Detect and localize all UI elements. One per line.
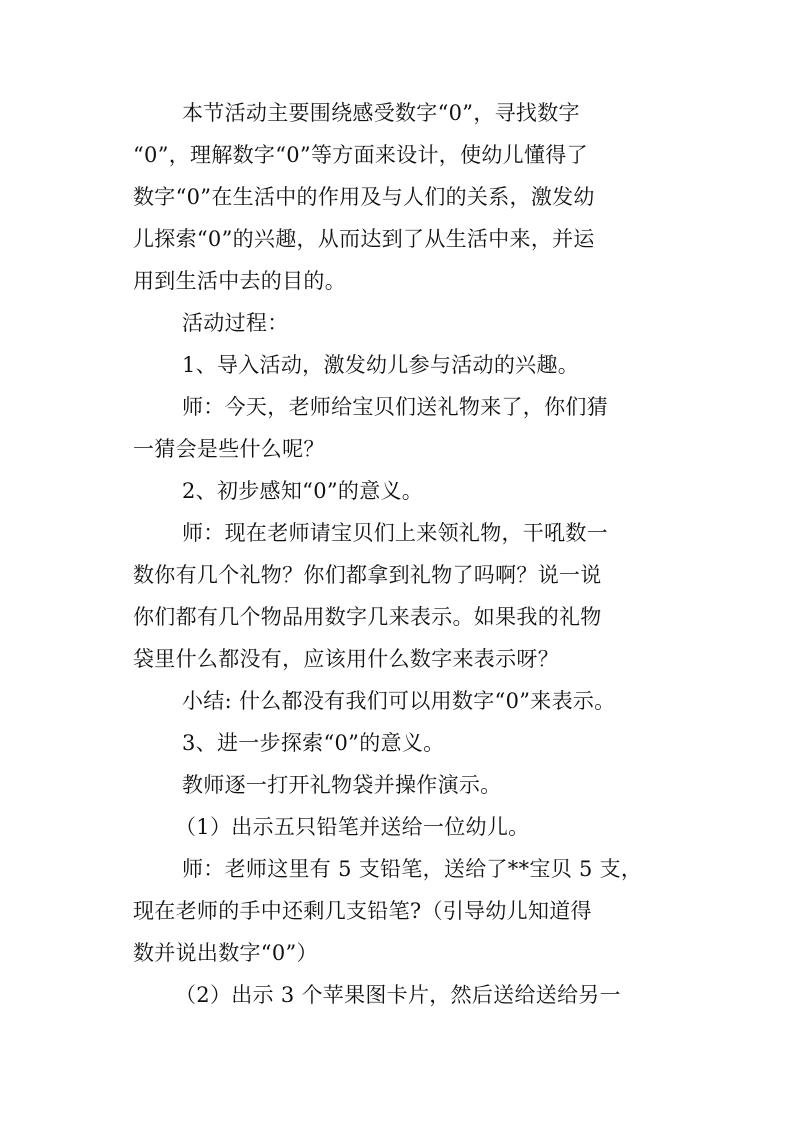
teacher-dialogue-line: 一猜会是些什么呢？ <box>133 437 325 461</box>
teacher-dialogue-line: 数并说出数字“0”） <box>133 941 318 965</box>
step-heading: 2、初步感知“0”的意义。 <box>182 479 424 503</box>
document-body <box>133 92 663 1016</box>
paragraph-line: 儿探索“0”的兴趣，从而达到了从生活中来，并运 <box>133 227 595 251</box>
paragraph-line: 本节活动主要围绕感受数字“0”，寻找数字 <box>182 101 580 125</box>
teacher-dialogue-line: 现在老师的手中还剩几支铅笔?（引导幼儿知道得 <box>133 899 592 923</box>
step-heading: 3、进一步探索“0”的意义。 <box>182 731 445 755</box>
teacher-dialogue-line: 师：老师这里有 5 支铅笔，送给了**宝贝 5 支， <box>182 857 643 881</box>
paragraph-line: “0”，理解数字“0”等方面来设计，使幼儿懂得了 <box>133 143 588 167</box>
step-heading: 1、导入活动，激发幼儿参与活动的兴趣。 <box>182 353 580 377</box>
paragraph-line: 教师逐一打开礼物袋并操作演示。 <box>182 773 502 797</box>
teacher-dialogue-line: 你们都有几个物品用数字几来表示。如果我的礼物 <box>133 605 602 629</box>
teacher-dialogue-line: 数你有几个礼物？你们都拿到礼物了吗啊？说一说 <box>133 563 602 587</box>
sub-step-line: （1）出示五只铅笔并送给一位幼儿。 <box>175 815 530 839</box>
paragraph-line: 数字“0”在生活中的作用及与人们的关系，激发幼 <box>133 185 595 209</box>
teacher-dialogue-line: 师：今天，老师给宝贝们送礼物来了，你们猜 <box>182 395 608 419</box>
paragraph-line: 用到生活中去的目的。 <box>133 269 346 293</box>
section-heading: 活动过程： <box>182 311 289 335</box>
teacher-dialogue-line: 师：现在老师请宝贝们上来领礼物，干吼数一 <box>182 521 608 545</box>
teacher-dialogue-line: 袋里什么都没有，应该用什么数字来表示呀？ <box>133 647 559 671</box>
summary-line: 小结: 什么都没有我们可以用数字“0”来表示。 <box>182 689 616 713</box>
sub-step-line: （2）出示 3 个苹果图卡片，然后送给送给另一 <box>175 983 621 1007</box>
